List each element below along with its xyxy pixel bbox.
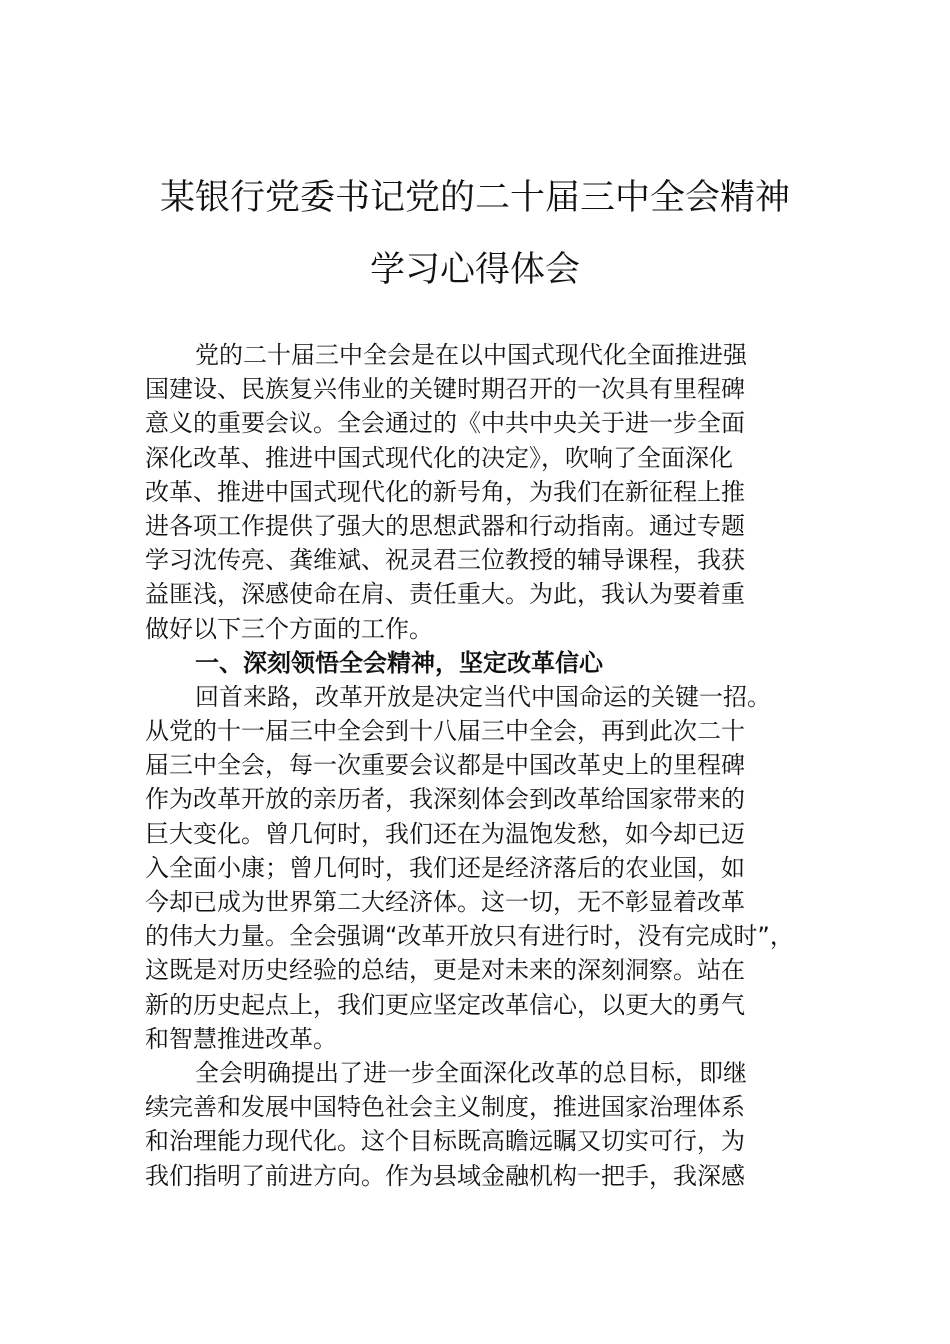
- paragraph-line: 届三中全会，每一次重要会议都是中国改革史上的里程碑: [145, 751, 745, 780]
- paragraph-line: 益匪浅，深感使命在肩、责任重大。为此，我认为要着重: [145, 580, 745, 609]
- paragraph-line: 和智慧推进改革。: [145, 1024, 337, 1053]
- section-heading: 一、深刻领悟全会精神，坚定改革信心: [195, 648, 603, 677]
- paragraph-line: 改革、推进中国式现代化的新号角，为我们在新征程上推: [145, 477, 745, 506]
- document-title-line-1: 某银行党委书记党的二十届三中全会精神: [159, 178, 790, 218]
- paragraph-line: 做好以下三个方面的工作。: [145, 614, 433, 643]
- document-title-line-2: 学习心得体会: [369, 250, 580, 290]
- paragraph-line: 续完善和发展中国特色社会主义制度，推进国家治理体系: [145, 1093, 745, 1122]
- paragraph-line: 意义的重要会议。全会通过的《中共中央关于进一步全面: [145, 409, 745, 438]
- paragraph-line: 作为改革开放的亲历者，我深刻体会到改革给国家带来的: [145, 785, 745, 814]
- paragraph-line: 深化改革、推进中国式现代化的决定》，吹响了全面深化: [145, 443, 733, 472]
- paragraph-line: 和治理能力现代化。这个目标既高瞻远瞩又切实可行，为: [145, 1127, 745, 1156]
- paragraph-line: 巨大变化。曾几何时，我们还在为温饱发愁，如今却已迈: [145, 819, 745, 848]
- paragraph-line: 进各项工作提供了强大的思想武器和行动指南。通过专题: [145, 511, 745, 540]
- paragraph-line: 国建设、民族复兴伟业的关键时期召开的一次具有里程碑: [145, 375, 745, 404]
- paragraph-line: 学习沈传亮、龚维斌、祝灵君三位教授的辅导课程，我获: [145, 546, 745, 575]
- paragraph-line: 回首来路，改革开放是决定当代中国命运的关键一招。: [195, 682, 771, 711]
- paragraph-line: 入全面小康；曾几何时，我们还是经济落后的农业国，如: [145, 853, 745, 882]
- paragraph-line: 的伟大力量。全会强调“改革开放只有进行时，没有完成时”，: [145, 922, 794, 951]
- paragraph-line: 这既是对历史经验的总结，更是对未来的深刻洞察。站在: [145, 956, 745, 985]
- paragraph-line: 从党的十一届三中全会到十八届三中全会，再到此次二十: [145, 717, 745, 746]
- paragraph-line: 新的历史起点上，我们更应坚定改革信心，以更大的勇气: [145, 990, 745, 1019]
- paragraph-line: 党的二十届三中全会是在以中国式现代化全面推进强: [195, 341, 747, 369]
- document-body: [145, 338, 815, 1193]
- paragraph-line: 全会明确提出了进一步全面深化改革的总目标，即继: [195, 1058, 747, 1087]
- paragraph-line: 我们指明了前进方向。作为县域金融机构一把手，我深感: [145, 1161, 745, 1190]
- paragraph-line: 今却已成为世界第二大经济体。这一切，无不彰显着改革: [145, 888, 745, 916]
